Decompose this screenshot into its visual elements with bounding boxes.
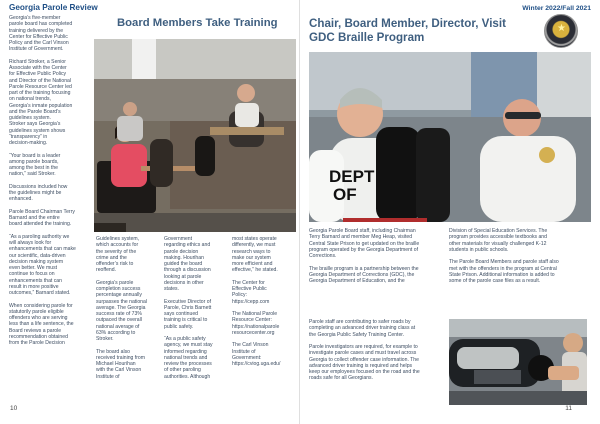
- right-page: [300, 0, 600, 424]
- training-photo: [94, 39, 296, 232]
- left-column-1: Georgia’s five-member parole board has completed training delivered by the Center for Effective Public Policy and the Carl Vinson Institute of Government. Richard Stroker, a Senior Associate with the Center for Effective Public Policy and Director of the National Parole Resource Center led part of the training focusing on national trends, Georgia’s inmate population and the Parole Board’s guidelines system. Stroker says Georgia’s guidelines system shows “transparency” in decision-making. “Your board is a leader among parole boards, among the best in the nation,” said Stroker. Discussions included how the guidelines might be enhanced. Parole Board Chairman Terry Barnard and the entire board attended the training. “As a paroling authority we will always look for enhancements that can make our scientific, data-driven decision making system even better. We must continue to focus on enhancements that can result in more positive outcomes,” Barnard stated. When considering parole for statutorily parole eligible offenders who are serving less than a life sentence, the Board reviews a parole recommendation obtained from the Parole Decision: [9, 15, 76, 346]
- right-headline: [309, 17, 539, 45]
- masthead: Georgia Parole Review: [9, 3, 98, 12]
- right-headline-line-1: Chair, Board Member, Director, Visit: [309, 17, 506, 30]
- right-headline-line-2: GDC Braille Program: [309, 31, 425, 44]
- vest-text-line-2: OF: [333, 185, 357, 204]
- right-page-number: 11: [565, 405, 572, 412]
- issue-date: Winter 2022/Fall 2021: [522, 5, 591, 12]
- left-column-2: Guidelines system, which accounts for the severity of the crime and the offender’s risk to reoffend. Georgia’s parole completion success percentage annually surpasses the national average. The Georgia success rate of 73% outpaced the overall national average of 63% according to Stroker. The board also received training from Michael Hourihan with the Carl Vinson Institute of: [96, 236, 147, 380]
- driver-car-image: [449, 319, 587, 405]
- braille-caption-left: Georgia Parole Board staff, including Chairman Terry Barnard and member Meg Heap, visited Central State Prison to get updated on the braille program operated by the Georgia Department of Corrections. The braille program is a partnership between the Georgia Department of Corrections (GDC), the Georgia Department of Education, and the: [309, 228, 420, 284]
- left-column-3: Government regarding ethics and parole decision making. Hourihan guided the board through a discussion looking at parole decisions in other states. Executive Director of Parole, Chris Barnett says continued training is critical to public safety. “As a public safety agency, we must stay informed regarding national trends and review the processes of other paroling authorities. Although: [164, 236, 213, 380]
- training-room-image: [94, 39, 296, 232]
- braille-caption-right: Division of Special Education Services. The program provides accessible textbooks and other materials for visually challenged K-12 students in public schools. The Parole Board Members and parole staff also met with the offenders in the program at Central State Prison. Additional information is added to some of the parole case files as a result.: [449, 228, 559, 284]
- braille-visit-photo: [309, 52, 591, 222]
- driver-training-photo: [449, 319, 587, 405]
- left-column-4: most states operate differently, we must research ways to make our system more efficient and effective,” he stated. The Center for Effective Public Policy: https://cepp.com The National Parole Resource Center: https://nationalparole resourcecenter.org The Carl Vinson Institute of Government: https://cviog.uga.edu/: [232, 236, 281, 367]
- vest-text-line-1: DEPT: [329, 167, 375, 186]
- georgia-seal-icon: [544, 14, 578, 48]
- braille-room-image: [309, 52, 591, 222]
- left-page-number: 10: [10, 405, 18, 412]
- driver-training-text: Parole staff are contributing to safer roads by completing an advanced driver training class at the Georgia Public Safety Training Center. Parole investigators are required, for example to investigate parole cases and must travel across Georgia to collect offender case information. The advanced driver training is required and helps keep our employees focused on the road and the roads safe for all Georgians.: [309, 319, 420, 382]
- left-headline: Board Members Take Training: [117, 17, 278, 29]
